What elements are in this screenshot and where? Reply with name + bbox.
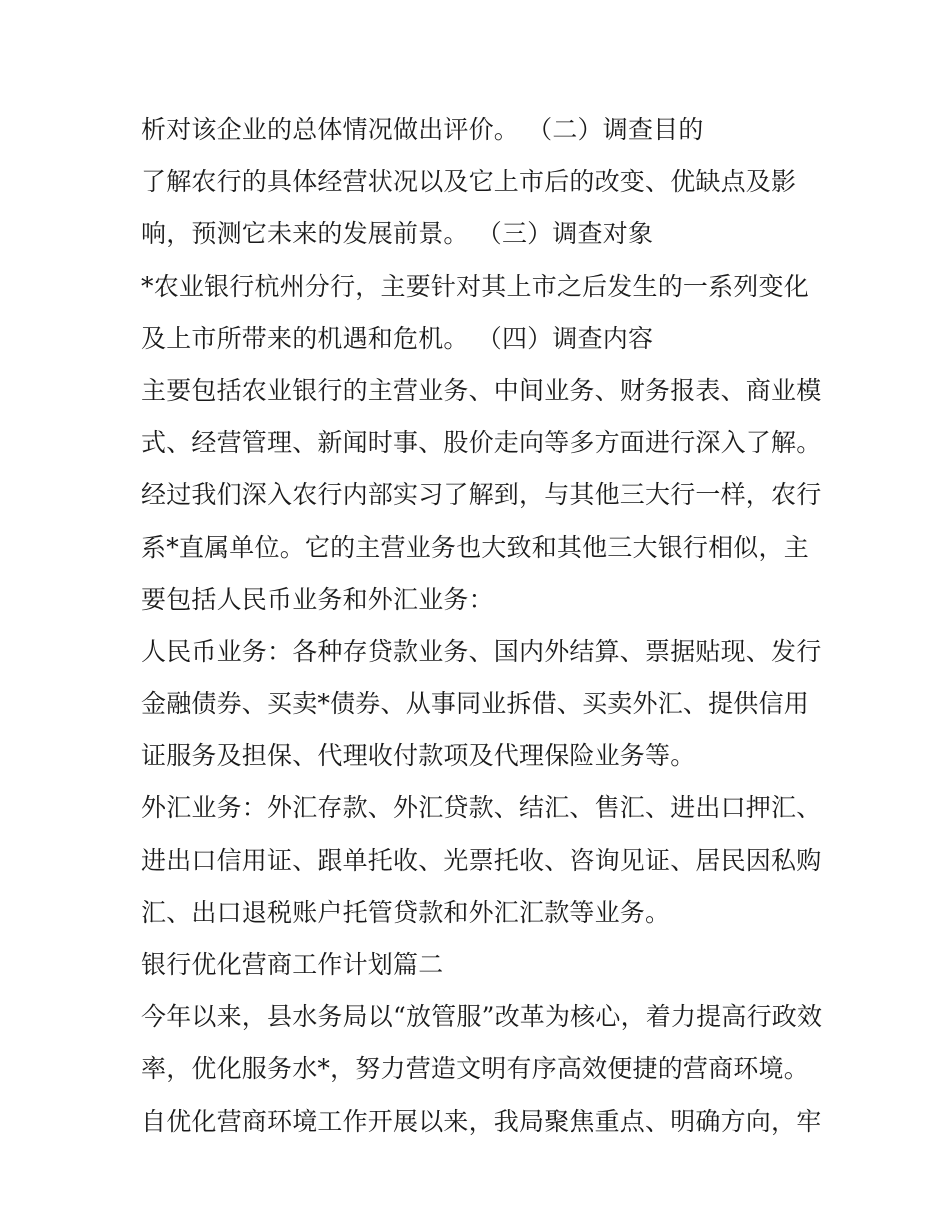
text-line: 经过我们深入农行内部实习了解到，与其他三大行一样，农行: [141, 480, 822, 510]
text-line: 式、经营管理、新闻时事、股价走向等多方面进行深入了解。: [141, 428, 822, 458]
text-line: 及上市所带来的机遇和危机。 （四）调查内容: [141, 323, 654, 353]
text-line: 了解农行的具体经营状况以及它上市后的改变、优缺点及影: [141, 167, 797, 197]
document-body: [141, 108, 831, 1152]
text-line: 析对该企业的总体情况做出评价。 （二）调查目的: [141, 115, 704, 144]
section-heading: 银行优化营商工作计划篇二: [141, 950, 444, 979]
text-line: 系*直属单位。它的主营业务也大致和其他三大银行相似，主: [141, 532, 809, 562]
text-line: 响，预测它未来的发展前景。 （三）调查对象: [141, 219, 654, 249]
text-line: 金融债券、买卖*债券、从事同业拆借、买卖外汇、提供信用: [141, 689, 809, 719]
text-line: 自优化营商环境工作开展以来，我局聚焦重点、明确方向，牢: [141, 1106, 822, 1136]
text-line: 率，优化服务水*，努力营造文明有序高效便捷的营商环境。: [141, 1054, 809, 1084]
text-line: 主要包括农业银行的主营业务、中间业务、财务报表、商业模: [141, 375, 822, 405]
text-line: *农业银行杭州分行，主要针对其上市之后发生的一系列变化: [141, 271, 809, 301]
text-line: 人民币业务：各种存贷款业务、国内外结算、票据贴现、发行: [141, 636, 822, 666]
text-line: 证服务及担保、代理收付款项及代理保险业务等。: [141, 741, 696, 771]
text-line: 进出口信用证、跟单托收、光票托收、咨询见证、居民因私购: [141, 845, 822, 875]
text-line: 外汇业务：外汇存款、外汇贷款、结汇、售汇、进出口押汇、: [141, 793, 822, 823]
text-line: 今年以来，县水务局以“放管服”改革为核心，着力提高行政效: [141, 1002, 823, 1032]
text-line: 汇、出口退税账户托管贷款和外汇汇款等业务。: [141, 897, 671, 927]
text-line: 要包括人民币业务和外汇业务：: [141, 584, 494, 614]
